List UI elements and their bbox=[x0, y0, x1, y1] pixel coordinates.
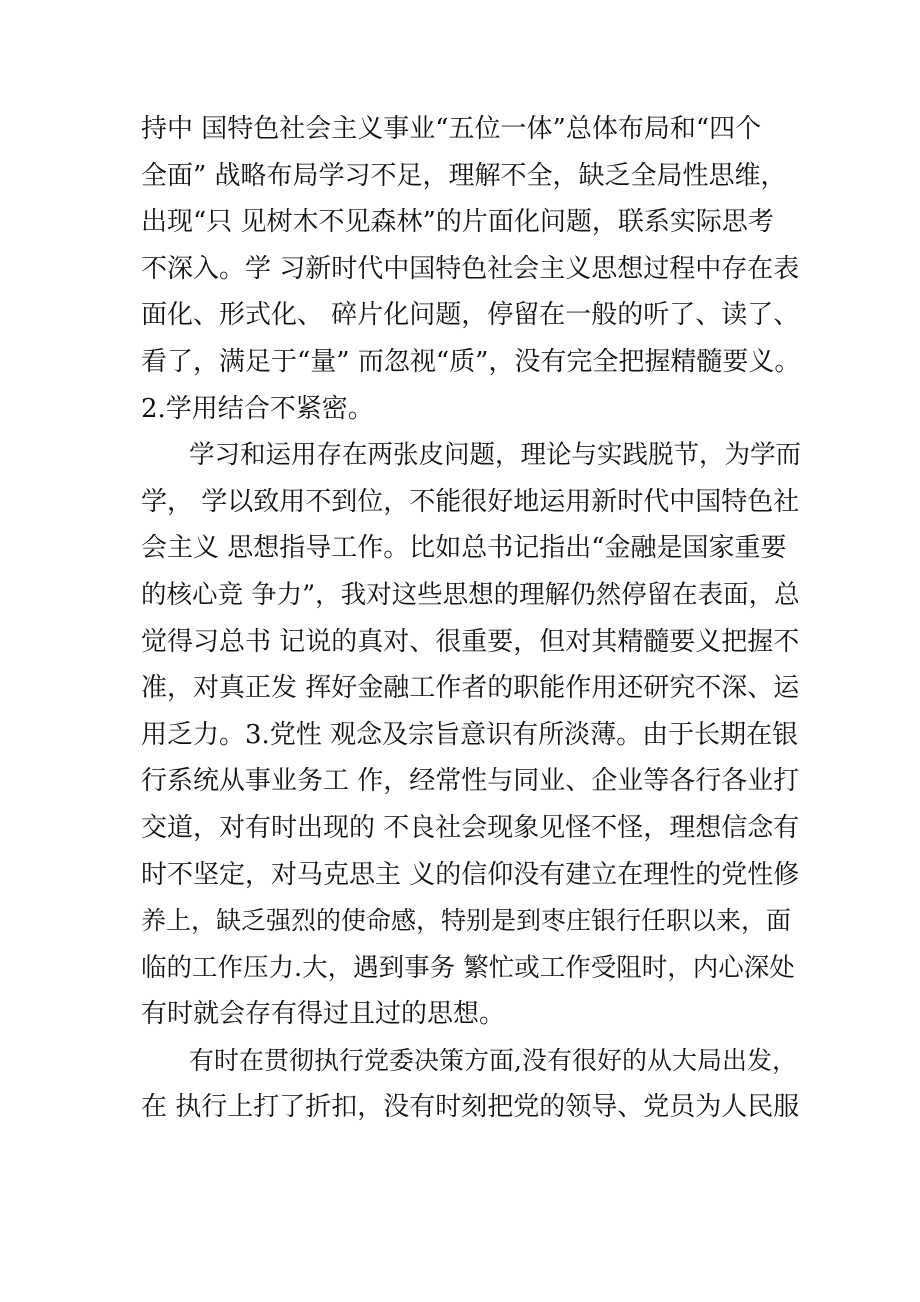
paragraph-first-line: 学习和运用存在两张皮问题，理论与实践脱节，为学而 bbox=[189, 440, 802, 471]
text-line: 学， 学以致用不到位，不能很好地运用新时代中国特色社 bbox=[141, 486, 800, 517]
text-line: 时不坚定，对马克思主 义的信仰没有建立在理性的党性修 bbox=[141, 859, 800, 890]
text-line: 养上，缺乏强烈的使命感，特别是到枣庄银行任职以来，面 bbox=[141, 906, 792, 936]
section-heading: 2.学用结合不紧密。 bbox=[141, 393, 374, 424]
body-text bbox=[141, 106, 801, 1131]
text-line: 的核心竞 争力”，我对这些思想的理解仍然停留在表面，总 bbox=[141, 579, 800, 610]
text-line: 在 执行上打了折扣，没有时刻把党的领导、党员为人民服 bbox=[141, 1092, 800, 1123]
text-line: 看了，满足于“量” 而忽视“质”，没有完全把握精髓要义。 bbox=[141, 346, 801, 377]
text-line: 用乏力。3.党性 观念及宗旨意识有所淡薄。由于长期在银 bbox=[141, 719, 799, 750]
text-line: 交道，对有时出现的 不良社会现象见怪不怪，理想信念有 bbox=[141, 812, 800, 843]
text-line: 全面” 战略布局学习不足，理解不全，缺乏全局性思维， bbox=[141, 160, 787, 191]
text-line: 持中 国特色社会主义事业“五位一体”总体布局和“四个 bbox=[141, 114, 762, 144]
text-line: 出现“只 见树木不见森林”的片面化问题，联系实际思考 bbox=[141, 207, 774, 238]
text-line: 不深入。学 习新时代中国特色社会主义思想过程中存在表 bbox=[141, 253, 800, 284]
text-line: 行系统从事业务工 作，经常性与同业、企业等各行各业打 bbox=[141, 766, 800, 797]
paragraph-first-line: 有时在贯彻执行党委决策方面,没有很好的从大局出发， bbox=[189, 1045, 797, 1075]
text-line: 会主义 思想指导工作。比如总书记指出“金融是国家重要 bbox=[141, 533, 787, 564]
text-line: 有时就会存有得过且过的思想。 bbox=[141, 999, 506, 1030]
text-line: 临的工作压力.大，遇到事务 繁忙或工作受阻时，内心深处 bbox=[141, 952, 795, 983]
text-line: 准，对真正发 挥好金融工作者的职能作用还研究不深、运 bbox=[141, 673, 800, 704]
text-line: 觉得习总书 记说的真对、很重要，但对其精髓要义把握不 bbox=[141, 626, 800, 657]
text-line: 面化、形式化、 碎片化问题，停留在一般的听了、读了、 bbox=[141, 300, 800, 331]
